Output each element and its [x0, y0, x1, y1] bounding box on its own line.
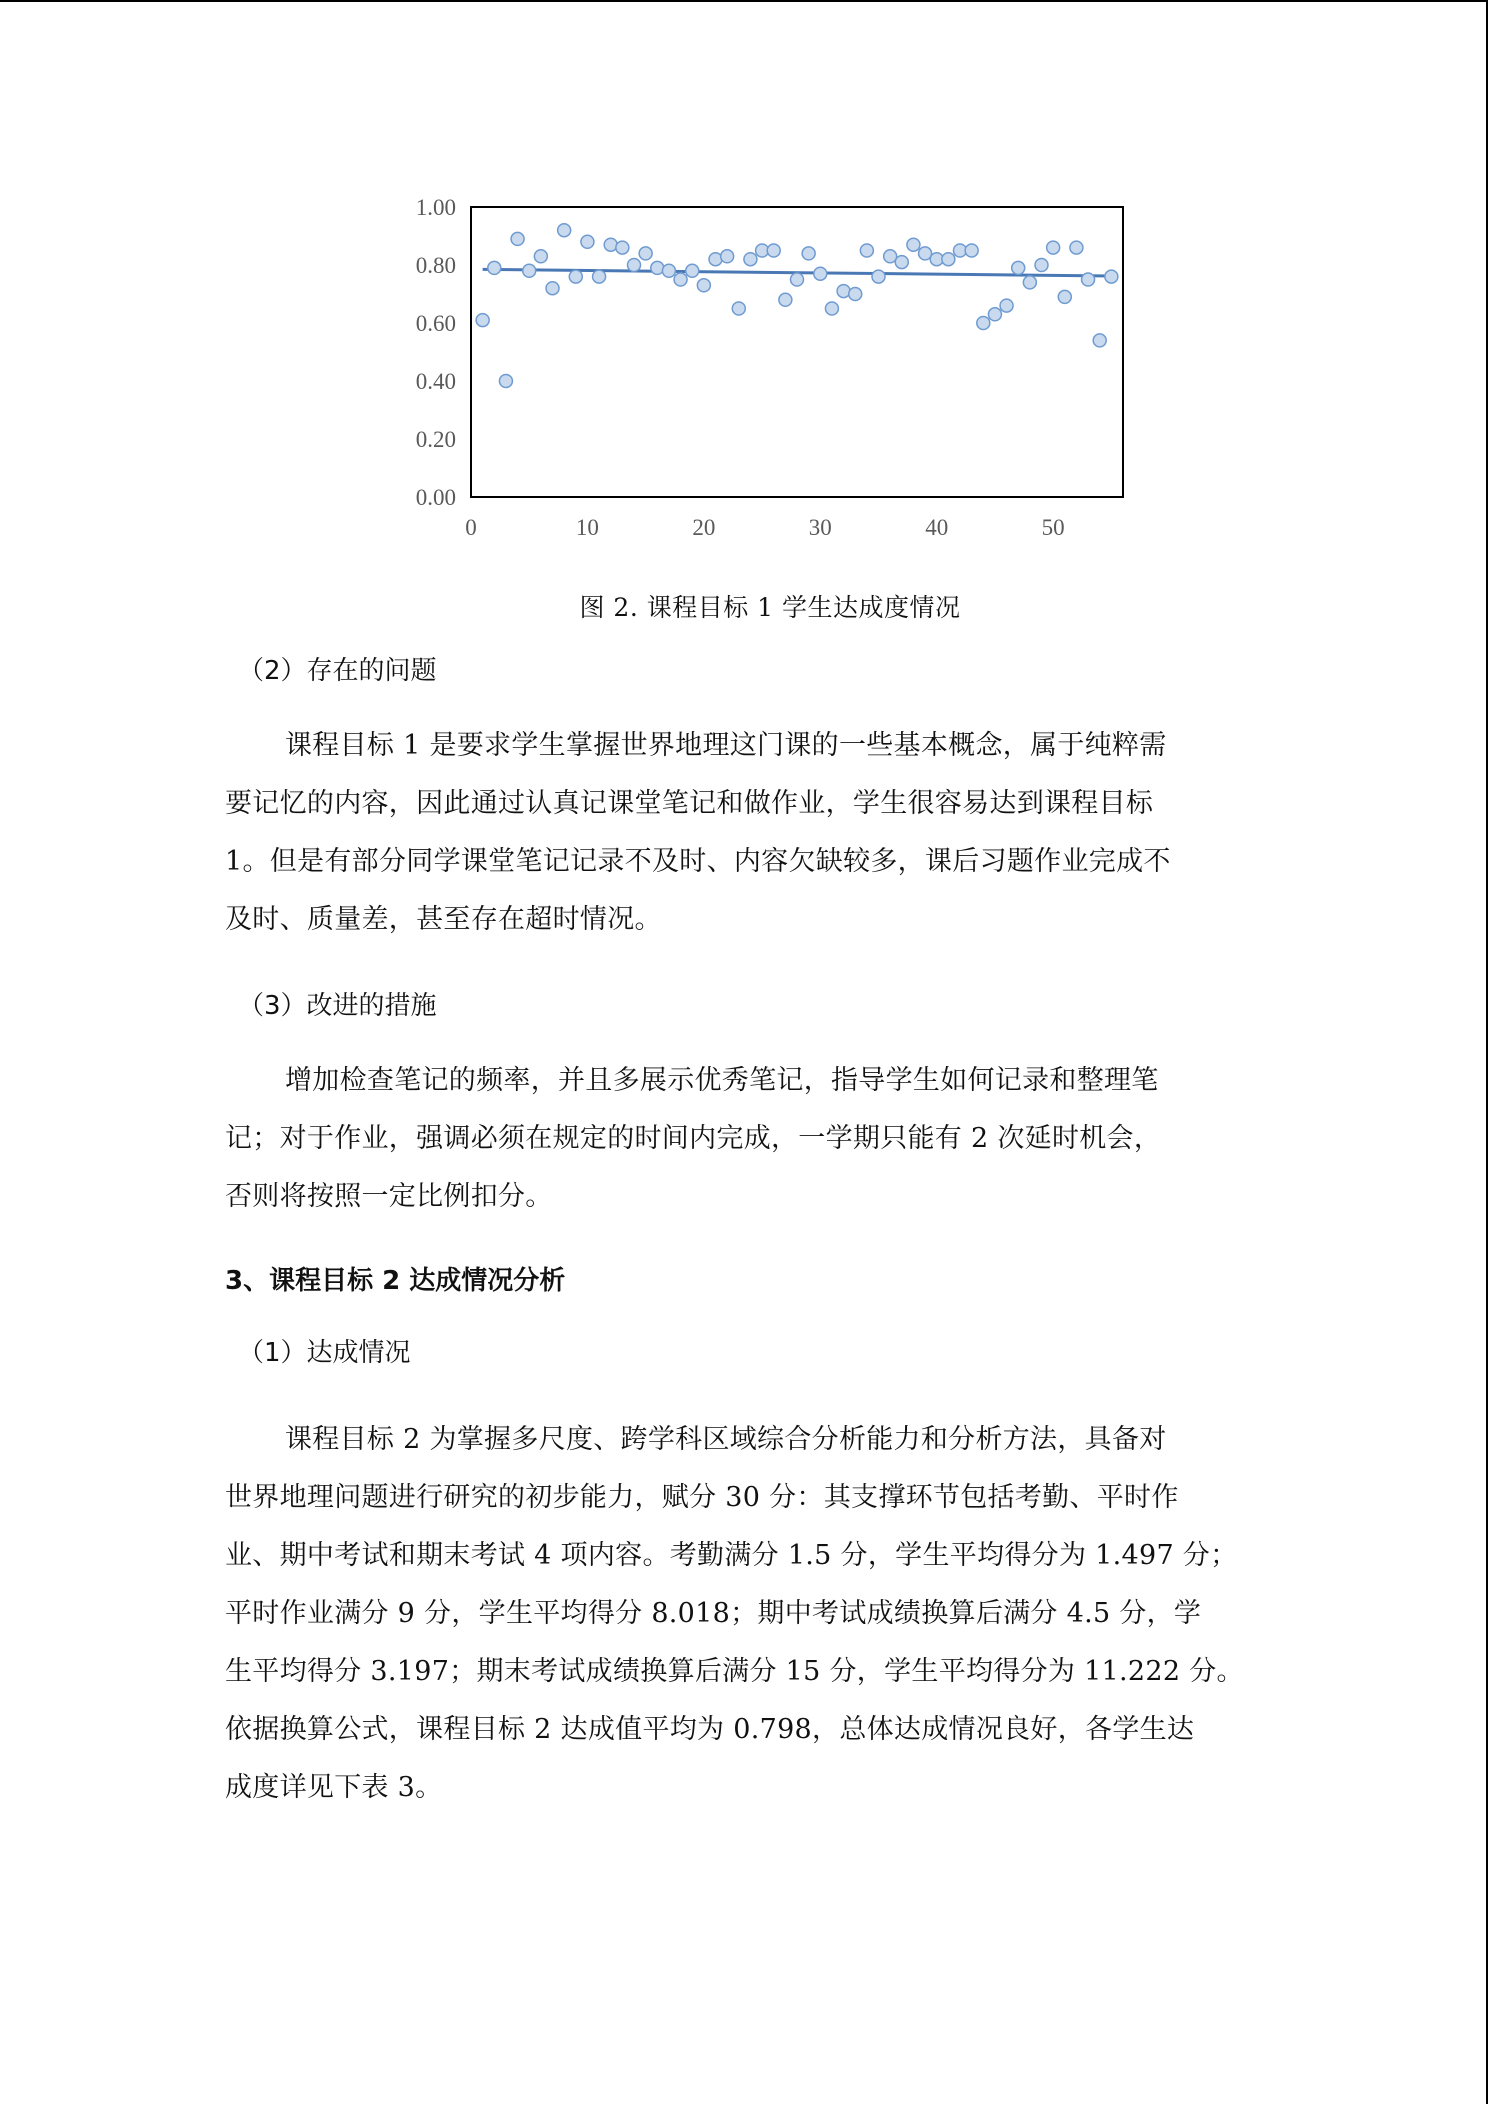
- data-point: [977, 317, 990, 330]
- y-tick-label: 0.00: [415, 485, 456, 510]
- paragraph-line: 课程目标 1 是要求学生掌握世界地理这门课的一些基本概念，属于纯粹需: [285, 730, 1167, 761]
- data-point: [721, 250, 734, 263]
- data-point: [686, 264, 699, 277]
- data-point: [709, 253, 722, 266]
- data-point: [814, 267, 827, 280]
- data-point: [732, 302, 745, 315]
- data-point: [744, 253, 757, 266]
- data-point: [907, 238, 920, 251]
- chart-svg: [370, 185, 1150, 555]
- y-tick-label: 1.00: [415, 195, 456, 220]
- data-point: [511, 232, 524, 245]
- data-point: [872, 270, 885, 283]
- data-point: [534, 250, 547, 263]
- paragraph-line: 增加检查笔记的频率，并且多展示优秀笔记，指导学生如何记录和整理笔: [285, 1065, 1159, 1096]
- data-point: [791, 273, 804, 286]
- data-point: [651, 261, 664, 274]
- data-point: [569, 270, 582, 283]
- top-border: [0, 0, 1488, 2]
- data-point: [639, 247, 652, 260]
- data-point: [1070, 241, 1083, 254]
- paragraph-line: 课程目标 2 为掌握多尺度、跨学科区域综合分析能力和分析方法，具备对: [285, 1424, 1167, 1455]
- x-tick-label: 30: [808, 515, 832, 540]
- x-tick-label: 10: [575, 515, 599, 540]
- paragraph-line: 平时作业满分 9 分，学生平均得分 8.018；期中考试成绩换算后满分 4.5 分，学: [225, 1598, 1202, 1629]
- data-point: [523, 264, 536, 277]
- data-point: [558, 224, 571, 237]
- section-problems-heading: （2）存在的问题: [238, 656, 437, 686]
- data-point: [1093, 334, 1106, 347]
- x-tick-label: 40: [925, 515, 949, 540]
- paragraph-line: 生平均得分 3.197；期末考试成绩换算后满分 15 分，学生平均得分为 11.222 分。: [225, 1656, 1244, 1687]
- section-improvements-heading: （3）改进的措施: [238, 991, 437, 1021]
- y-tick-label: 0.60: [415, 311, 456, 336]
- data-point: [965, 244, 978, 257]
- x-tick-label: 0: [465, 515, 477, 540]
- data-point: [628, 259, 641, 272]
- data-point: [604, 238, 617, 251]
- paragraph-line: 记；对于作业，强调必须在规定的时间内完成，一学期只能有 2 次延时机会，: [225, 1123, 1162, 1154]
- data-point: [1058, 290, 1071, 303]
- data-point: [1035, 259, 1048, 272]
- data-point: [1023, 276, 1036, 289]
- data-point: [674, 273, 687, 286]
- paragraph-line: 要记忆的内容，因此通过认真记课堂笔记和做作业，学生很容易达到课程目标: [225, 788, 1154, 819]
- data-point: [802, 247, 815, 260]
- paragraph-line: 成度详见下表 3。: [225, 1772, 443, 1803]
- data-point: [499, 375, 512, 388]
- section-improvements-paragraph: [225, 1052, 1265, 1226]
- x-tick-label: 50: [1041, 515, 1065, 540]
- data-point: [581, 235, 594, 248]
- paragraph-line: 否则将按照一定比例扣分。: [225, 1181, 553, 1212]
- data-point: [988, 308, 1001, 321]
- data-point: [616, 241, 629, 254]
- main-section-heading: 3、课程目标 2 达成情况分析: [225, 1266, 566, 1296]
- scatter-chart: [370, 185, 1150, 555]
- data-point: [837, 285, 850, 298]
- y-tick-label: 0.20: [415, 427, 456, 452]
- paragraph-line: 及时、质量差，甚至存在超时情况。: [225, 904, 662, 935]
- data-point: [1105, 270, 1118, 283]
- data-point: [849, 288, 862, 301]
- data-point: [942, 253, 955, 266]
- data-point: [476, 314, 489, 327]
- paragraph-line: 业、期中考试和期末考试 4 项内容。考勤满分 1.5 分，学生平均得分为 1.497 分；: [225, 1540, 1238, 1571]
- data-point: [779, 293, 792, 306]
- data-point: [1047, 241, 1060, 254]
- data-point: [697, 279, 710, 292]
- data-point: [1000, 299, 1013, 312]
- plot-area-frame: [471, 207, 1123, 497]
- data-point: [488, 261, 501, 274]
- y-tick-label: 0.40: [415, 369, 456, 394]
- data-point: [895, 256, 908, 269]
- data-point: [860, 244, 873, 257]
- paragraph-line: 依据换算公式，课程目标 2 达成值平均为 0.798，总体达成情况良好，各学生达: [225, 1714, 1195, 1745]
- data-point: [1012, 261, 1025, 274]
- section-achievement-heading: （1）达成情况: [238, 1338, 411, 1368]
- section-problems-paragraph: [225, 717, 1265, 949]
- figure-caption: 图 2. 课程目标 1 学生达成度情况: [579, 593, 961, 622]
- section-achievement-paragraph: [225, 1411, 1265, 1817]
- data-point: [662, 264, 675, 277]
- data-point: [546, 282, 559, 295]
- paragraph-line: 1。但是有部分同学课堂笔记记录不及时、内容欠缺较多，课后习题作业完成不: [225, 846, 1171, 877]
- x-tick-label: 20: [692, 515, 716, 540]
- y-tick-label: 0.80: [415, 253, 456, 278]
- data-point: [593, 270, 606, 283]
- paragraph-line: 世界地理问题进行研究的初步能力，赋分 30 分：其支撑环节包括考勤、平时作: [225, 1482, 1179, 1513]
- data-point: [767, 244, 780, 257]
- data-point: [1082, 273, 1095, 286]
- data-point: [825, 302, 838, 315]
